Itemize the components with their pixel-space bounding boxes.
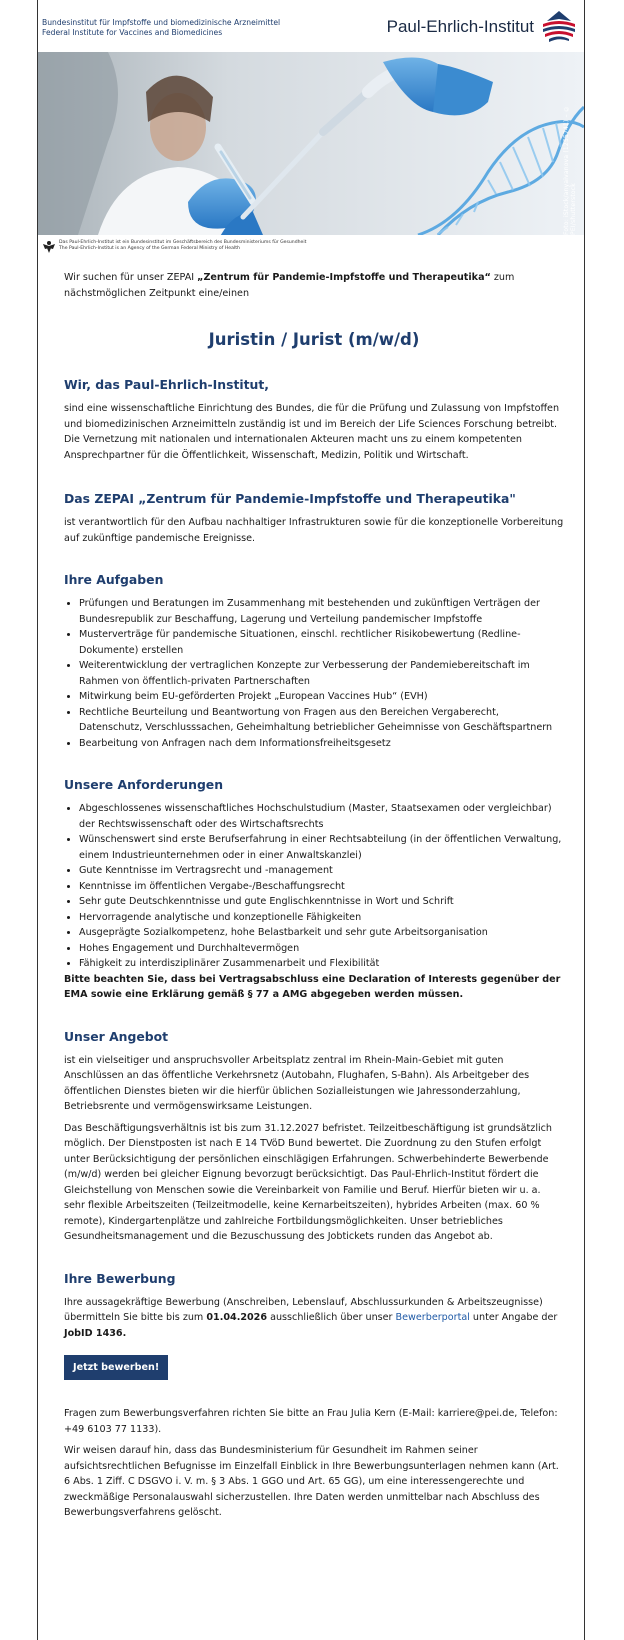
list-item: • Kenntnisse im öffentlichen Vergabe-/Beschaffungsrecht <box>79 879 564 895</box>
agency-note <box>38 235 584 257</box>
list-item: • Prüfungen und Beratungen im Zusammenhang mit bestehenden und zukünftigen Verträgen der Bundesrepublik zur Beschaffung, Lagerung und Verteilung pandemischer Impfstoffe <box>79 596 564 627</box>
intro-text: Wir suchen für unser ZEPAI „Zentrum für Pandemie-Impfstoffe und Therapeutika“ zum nächstmöglichen Zeitpunkt eine/einen <box>64 272 515 299</box>
list-item: • Mitwirkung beim EU-geförderten Projekt „European Vaccines Hub“ (EVH) <box>79 689 564 705</box>
institute-name-en: Federal Institute for Vaccines and Biomedicines <box>42 28 223 37</box>
list-item: • Ausgeprägte Sozialkompetenz, hohe Belastbarkeit und sehr gute Arbeitsorganisation <box>79 925 564 941</box>
agency-line-en: The Paul-Ehrlich-Institut is an Agency of the German Federal Ministry of Health <box>59 246 240 251</box>
photo-credit: Foto: iStock/anyaivanova (1255741) – © PEI/shutterstock <box>563 104 577 235</box>
offer-text-1: ist ein vielseitiger und anspruchsvoller Arbeitsplatz zentral im Rhein-Main-Gebiet mit guten Anschlüssen an das öffentliche Verkehrsnetz (Autobahn, Flughafen, S-Bahn). Als Arbeitgeber des öffentlichen Dienstes bieten wir die hierfür üblichen Sozialleistungen wie Jahressonderzahlung, Betriebsrente und vermögenswirksame Leistungen. <box>64 1054 530 1112</box>
list-item: • Gute Kenntnisse im Vertragsrecht und -management <box>79 863 564 879</box>
list-item: • Weiterentwicklung der vertraglichen Konzepte zur Verbesserung der Pandemiebereitschaft im Rahmen von öffentlich-privaten Partnerschaften <box>79 658 564 689</box>
list-item: • Hervorragende analytische und konzeptionelle Fähigkeiten <box>79 910 564 926</box>
zepai-text: ist verantwortlich für den Aufbau nachhaltiger Infrastrukturen sowie für die konzeptionelle Vorbereitung auf zukünftige pandemische Ereignisse. <box>64 517 564 544</box>
list-item: • Sehr gute Deutschkenntnisse und gute Englischkenntnisse in Wort und Schrift <box>79 894 564 910</box>
list-item: • Fähigkeit zu interdisziplinärer Zusammenarbeit und Flexibilität <box>79 956 564 972</box>
federal-eagle-icon <box>42 240 56 254</box>
privacy-text: Wir weisen darauf hin, dass das Bundesministerium für Gesundheit im Rahmen seiner aufsichtsrechtlichen Befugnisse im Einzelfall Einblick in Ihre Bewerbungsunterlagen nehmen kann (Art. 6 Abs. 1 Ziff. C DSGVO i. V. m. § 3 Abs. 1 GGO und Art. 65 GG), um eine interessengerechte und zweckmäßige Personalauswahl sicherzustellen. Ihre Daten werden unmittelbar nach Abschluss des Bewerbungsverfahrens gelöscht. <box>64 1445 559 1518</box>
logo-text[interactable]: Paul-Ehrlich-Institut <box>386 17 534 36</box>
offer-heading: Unser Angebot <box>64 1028 169 1044</box>
list-item: • Musterverträge für pandemische Situationen, einschl. rechtlicher Risikobewertung (Redline-Dokumente) erstellen <box>79 627 564 658</box>
tasks-list <box>64 596 564 751</box>
tasks-heading: Ihre Aufgaben <box>64 572 164 587</box>
agency-line-de: Das Paul-Ehrlich-Institut ist ein Bundesinstitut im Geschäftsbereich des Bundesministeriums für Gesundheit <box>59 240 307 245</box>
list-item: • Wünschenswert sind erste Berufserfahrung in einer Rechtsabteilung (in der öffentlichen Verwaltung, einem Industrieunternehmen oder in einer Anwaltskanzlei) <box>79 832 564 863</box>
institute-name-de: Bundesinstitut für Impfstoffe und biomedizinische Arzneimittel <box>42 18 281 27</box>
list-item: • Bearbeitung von Anfragen nach dem Informationsfreiheitsgesetz <box>79 736 564 752</box>
declaration-note: Bitte beachten Sie, dass bei Vertragsabschluss eine Declaration of Interests gegenüber der EMA sowie eine Erklärung gemäß § 77 a AMG abgegeben werden müssen. <box>64 973 561 1000</box>
contact-text: Fragen zum Bewerbungsverfahren richten Sie bitte an Frau Julia Kern (E-Mail: karriere@pei.de, Telefon: +49 6103 77 1133). <box>64 1408 558 1435</box>
deadline: 01.04.2026 <box>206 1312 268 1323</box>
contact-email[interactable]: karriere@pei.de <box>437 1408 515 1419</box>
requirements-heading: Unsere Anforderungen <box>64 777 224 792</box>
application-heading: Ihre Bewerbung <box>64 1270 176 1286</box>
list-item: • Abgeschlossenes wissenschaftliches Hochschulstudium (Master, Staatsexamen oder vergleichbar) der Rechtswissenschaft oder des Wirtschaftsrechts <box>79 801 564 832</box>
apply-button[interactable]: Jetzt bewerben! <box>64 1355 168 1380</box>
about-heading: Wir, das Paul-Ehrlich-Institut, <box>64 377 270 392</box>
applicant-portal-link[interactable]: Bewerberportal <box>395 1312 470 1323</box>
list-item: • Rechtliche Beurteilung und Beantwortung von Fragen aus den Bereichen Vergaberecht, Datenschutz, Verschlusssachen, Geheimhaltung betrieblicher Geheimnisse von Geschäftspartnern <box>79 705 564 736</box>
requirements-list <box>64 801 564 972</box>
about-text: sind eine wissenschaftliche Einrichtung des Bundes, die für die Prüfung und Zulassung von Impfstoffen und biomedizinischen Arzneimitteln zuständig ist und im Bereich der Life Sciences Forschung betreibt. Die Vernetzung mit nationalen und internationalen Akteuren macht uns zu einem kompetenten Ansprechpartner für die Öffentlichkeit, Wissenschaft, Medizin, Politik und Wirtschaft. <box>64 403 560 461</box>
pei-logo-icon <box>540 9 578 45</box>
posting-body <box>64 270 564 1521</box>
job-id: JobID 1436. <box>64 1327 127 1339</box>
application-text: Ihre aussagekräftige Bewerbung (Anschreiben, Lebenslauf, Abschlussurkunden & Arbeitszeugnisse) übermitteln Sie bitte bis zum 01.04.2026 ausschließlich über unser Bewerberportal unter Angabe der JobID 1436. <box>64 1296 558 1339</box>
zepai-heading: Das ZEPAI „Zentrum für Pandemie-Impfstoffe und Therapeutika" <box>64 491 516 506</box>
contact-phone[interactable]: +49 6103 77 1133 <box>64 1423 155 1435</box>
job-posting <box>37 0 585 1640</box>
offer-text-2: Das Beschäftigungsverhältnis ist bis zum 31.12.2027 befristet. Teilzeitbeschäftigung ist grundsätzlich möglich. Der Dienstposten ist nach E 14 TVöD Bund bewertet. Die Zuordnung zu den Stufen erfolgt unter Berücksichtigung der persönlichen einschlägigen Erfahrungen. Schwerbehinderte Bewerbende (m/w/d) werden bei gleicher Eignung bevorzugt berücksichtigt. Das Paul-Ehrlich-Institut fördert die Gleichstellung von Menschen sowie die Vereinbarkeit von Familie und Beruf. Hierfür bieten wir u. a. sehr flexible Arbeitszeiten (Teilzeitmodelle, keine Kernarbeitszeiten), hybrides Arbeiten (max. 60 % remote), Kindergartenplätze und zahlreiche Fortbildungsmöglichkeiten. Unser betriebliches Gesundheitsmanagement und die Bezuschussung des Jobtickets runden das Angebot ab. <box>64 1122 553 1242</box>
header <box>38 0 584 52</box>
job-title: Juristin / Jurist (m/w/d) <box>208 330 420 349</box>
list-item: • Hohes Engagement und Durchhaltevermögen <box>79 941 564 957</box>
lab-photo-illustration <box>38 52 584 235</box>
hero-image <box>38 52 584 235</box>
